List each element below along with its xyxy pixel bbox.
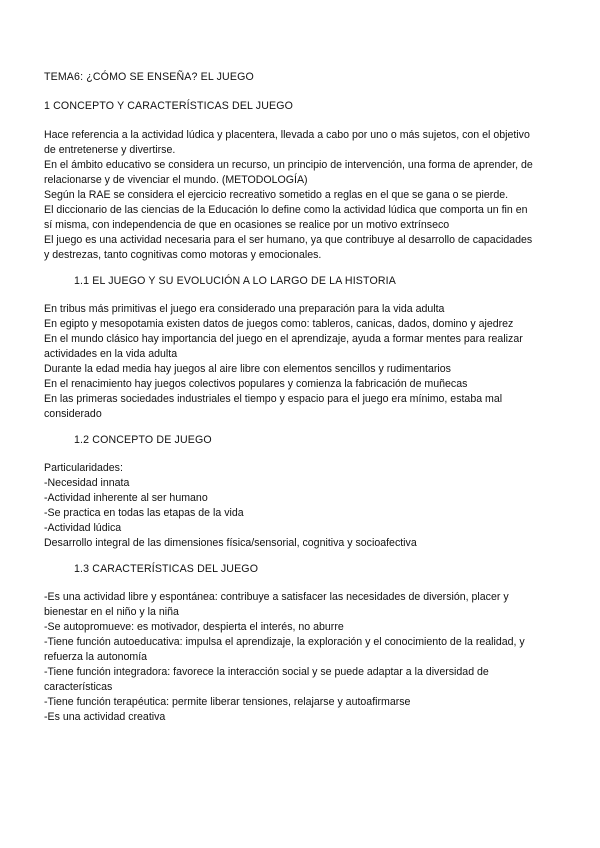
section-1-2-body xyxy=(44,461,564,551)
paragraph-line: y destrezas, tanto cognitivas como motoras y emocionales. xyxy=(44,249,322,261)
paragraph-line: En las primeras sociedades industriales el tiempo y espacio para el juego era mínimo, estaba mal xyxy=(44,393,503,405)
list-item: -Es una actividad libre y espontánea: contribuye a satisfacer las necesidades de diversión, placer y xyxy=(44,591,509,603)
section-1-3-body xyxy=(44,590,564,725)
paragraph-line: Según la RAE se considera el ejercicio recreativo sometido a reglas en el que se gana o se pierde. xyxy=(44,189,509,201)
section-1-1-body xyxy=(44,302,564,422)
paragraph-line: relacionarse y de vivenciar el mundo. (METODOLOGÍA) xyxy=(44,174,308,186)
paragraph-line: El diccionario de las ciencias de la Educación lo define como la actividad lúdica que comporta un fin en xyxy=(44,204,528,216)
paragraph-line: considerado xyxy=(44,408,102,420)
paragraph-line: sí misma, con independencia de que en ocasiones se realice por un motivo extrínseco xyxy=(44,219,450,231)
list-item: -Tiene función integradora: favorece la interacción social y se puede adaptar a la diversidad de xyxy=(44,666,489,678)
paragraph-line: Desarrollo integral de las dimensiones física/sensorial, cognitiva y socioafectiva xyxy=(44,537,417,549)
list-item: -Es una actividad creativa xyxy=(44,711,166,723)
paragraph-line: En el mundo clásico hay importancia del juego en el aprendizaje, ayuda a formar mentes para realizar xyxy=(44,333,523,345)
list-item: bienestar en el niño y la niña xyxy=(44,606,179,618)
list-item: -Necesidad innata xyxy=(44,477,130,489)
document-title: TEMA6: ¿CÓMO SE ENSEÑA? EL JUEGO xyxy=(44,71,254,83)
paragraph-line: En tribus más primitivas el juego era considerado una preparación para la vida adulta xyxy=(44,303,445,315)
document-page xyxy=(44,70,564,725)
section-1-3-heading: 1.3 CARACTERÍSTICAS DEL JUEGO xyxy=(74,563,259,575)
list-item: -Se autopromueve: es motivador, despierta el interés, no aburre xyxy=(44,621,344,633)
section-1-1-heading: 1.1 EL JUEGO Y SU EVOLUCIÓN A LO LARGO DE LA HISTORIA xyxy=(74,275,396,287)
list-item: refuerza la autonomía xyxy=(44,651,148,663)
paragraph-line: En egipto y mesopotamia existen datos de juegos como: tableros, canicas, dados, domino y ajedrez xyxy=(44,318,514,330)
paragraph-line: Hace referencia a la actividad lúdica y placentera, llevada a cabo por uno o más sujetos, con el objetivo xyxy=(44,129,530,141)
list-item: características xyxy=(44,681,113,693)
section-1-body xyxy=(44,128,564,263)
paragraph-line: de entretenerse y divertirse. xyxy=(44,144,176,156)
paragraph-line: El juego es una actividad necesaria para el ser humano, ya que contribuye al desarrollo de capacidades xyxy=(44,234,533,246)
list-item: -Actividad lúdica xyxy=(44,522,122,534)
paragraph-line: Durante la edad media hay juegos al aire libre con elementos sencillos y rudimentarios xyxy=(44,363,451,375)
list-item: -Tiene función autoeducativa: impulsa el aprendizaje, la exploración y el conocimiento de la realidad, y xyxy=(44,636,525,648)
list-item: -Actividad inherente al ser humano xyxy=(44,492,208,504)
paragraph-line: En el ámbito educativo se considera un recurso, un principio de intervención, una forma de aprender, de xyxy=(44,159,533,171)
list-item: -Tiene función terapéutica: permite liberar tensiones, relajarse y autoafirmarse xyxy=(44,696,411,708)
paragraph-line: Particularidades: xyxy=(44,462,123,474)
section-1-2-heading: 1.2 CONCEPTO DE JUEGO xyxy=(74,434,212,446)
paragraph-line: actividades en la vida adulta xyxy=(44,348,178,360)
paragraph-line: En el renacimiento hay juegos colectivos populares y comienza la fabricación de muñecas xyxy=(44,378,468,390)
section-1-heading: 1 CONCEPTO Y CARACTERÍSTICAS DEL JUEGO xyxy=(44,100,294,112)
list-item: -Se practica en todas las etapas de la vida xyxy=(44,507,244,519)
